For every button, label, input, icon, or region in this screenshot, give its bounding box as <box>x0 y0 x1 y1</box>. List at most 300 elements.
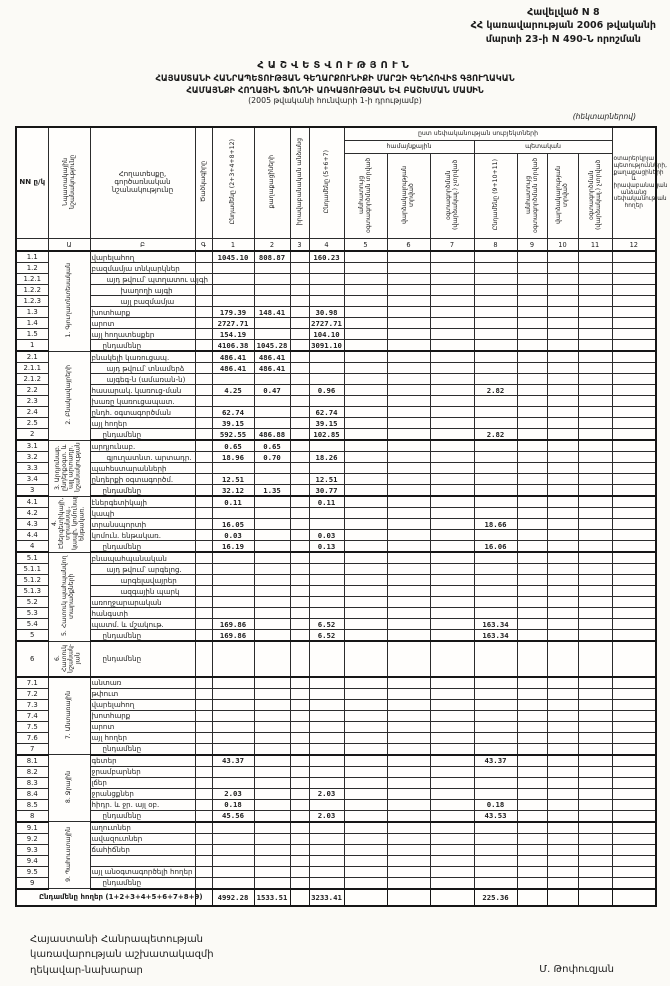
value-cell <box>254 810 290 822</box>
value-cell <box>387 363 430 374</box>
section-label <box>48 351 90 440</box>
row-number: 8.2 <box>16 766 48 777</box>
value-cell: 486.88 <box>254 429 290 441</box>
col-header-nn: NN ը/կ <box>16 127 48 239</box>
signatory-title-block <box>30 932 214 979</box>
value-cell <box>547 452 578 463</box>
land-type-label: այդ թվում՝ պտղատու այգի <box>90 274 195 285</box>
value-cell <box>430 318 474 329</box>
value-cell <box>290 564 309 575</box>
value-cell <box>612 474 656 485</box>
value-cell <box>547 641 578 677</box>
value-cell <box>474 575 517 586</box>
land-type-label: ավազուտներ <box>90 833 195 844</box>
value-cell <box>309 263 344 274</box>
value-cell <box>578 677 612 689</box>
value-cell <box>290 688 309 699</box>
value-cell <box>547 586 578 597</box>
value-cell <box>309 285 344 296</box>
value-cell <box>344 251 387 263</box>
value-cell <box>430 755 474 767</box>
value-cell <box>290 496 309 508</box>
value-cell <box>578 251 612 263</box>
value-cell <box>387 597 430 608</box>
value-cell <box>474 732 517 743</box>
value-cell: 225.36 <box>474 889 517 906</box>
section-total-row <box>16 485 656 497</box>
value-cell <box>474 374 517 385</box>
value-cell <box>290 619 309 630</box>
value-cell <box>547 307 578 318</box>
value-cell <box>195 474 212 485</box>
value-cell <box>344 329 387 340</box>
value-cell <box>290 318 309 329</box>
land-type-label: էներգետիկայի <box>90 496 195 508</box>
value-cell <box>309 296 344 307</box>
value-cell <box>254 263 290 274</box>
value-cell <box>474 822 517 834</box>
row-number: 7.3 <box>16 699 48 710</box>
value-cell <box>212 274 254 285</box>
value-cell <box>387 608 430 619</box>
value-cell: 0.18 <box>212 799 254 810</box>
value-cell <box>309 743 344 755</box>
value-cell <box>517 586 547 597</box>
value-cell <box>547 318 578 329</box>
value-cell <box>612 452 656 463</box>
signatory-name: Մ. Թոփուզյան <box>539 964 614 975</box>
value-cell <box>474 340 517 352</box>
value-cell <box>195 263 212 274</box>
value-cell <box>212 508 254 519</box>
value-cell <box>290 575 309 586</box>
land-row <box>16 564 656 575</box>
value-cell <box>254 374 290 385</box>
value-cell <box>212 877 254 889</box>
value-cell: 0.13 <box>309 541 344 553</box>
value-cell <box>195 721 212 732</box>
value-cell <box>612 766 656 777</box>
value-cell <box>344 755 387 767</box>
value-cell <box>612 844 656 855</box>
value-cell <box>517 889 547 906</box>
value-cell <box>387 474 430 485</box>
value-cell <box>474 363 517 374</box>
value-cell <box>195 788 212 799</box>
value-cell <box>344 766 387 777</box>
value-cell <box>474 552 517 564</box>
value-cell: 486.41 <box>212 363 254 374</box>
value-cell <box>517 463 547 474</box>
value-cell <box>578 641 612 677</box>
value-cell <box>517 732 547 743</box>
value-cell <box>212 833 254 844</box>
value-cell <box>290 296 309 307</box>
value-cell <box>309 597 344 608</box>
value-cell <box>430 766 474 777</box>
value-cell <box>195 329 212 340</box>
land-row <box>16 519 656 530</box>
value-cell <box>547 396 578 407</box>
land-row <box>16 363 656 374</box>
value-cell <box>309 833 344 844</box>
row-number: 3.1 <box>16 440 48 452</box>
value-cell <box>547 699 578 710</box>
land-type-label: բնակելի կառուցապ. <box>90 351 195 363</box>
value-cell <box>612 307 656 318</box>
value-cell <box>578 630 612 642</box>
value-cell <box>430 251 474 263</box>
value-cell: 104.10 <box>309 329 344 340</box>
value-cell <box>430 485 474 497</box>
value-cell <box>578 541 612 553</box>
land-row <box>16 766 656 777</box>
value-cell <box>290 766 309 777</box>
value-cell <box>517 710 547 721</box>
value-cell <box>474 608 517 619</box>
land-row <box>16 822 656 834</box>
value-cell <box>344 788 387 799</box>
value-cell <box>344 575 387 586</box>
value-cell <box>290 732 309 743</box>
value-cell <box>547 274 578 285</box>
value-cell <box>547 374 578 385</box>
value-cell: 16.05 <box>212 519 254 530</box>
value-cell <box>547 619 578 630</box>
annex-block <box>471 6 656 46</box>
value-cell <box>430 877 474 889</box>
row-number: 5.1 <box>16 552 48 564</box>
row-number: 8.5 <box>16 799 48 810</box>
section-label <box>48 677 90 755</box>
value-cell <box>578 340 612 352</box>
value-cell <box>387 866 430 877</box>
section-label <box>48 496 90 552</box>
value-cell <box>387 721 430 732</box>
value-cell <box>254 541 290 553</box>
value-cell: 18.96 <box>212 452 254 463</box>
land-row <box>16 307 656 318</box>
value-cell <box>612 519 656 530</box>
value-cell <box>517 788 547 799</box>
value-cell <box>547 541 578 553</box>
col-number: 1 <box>212 239 254 252</box>
value-cell <box>309 463 344 474</box>
value-cell <box>517 407 547 418</box>
annex-line-1: Հավելված N 8 <box>527 7 600 18</box>
value-cell <box>290 608 309 619</box>
value-cell <box>430 274 474 285</box>
value-cell <box>547 810 578 822</box>
land-type-label: բնապահպանական <box>90 552 195 564</box>
col-header-state-total-label: Ընդամենը (9+10+11) <box>491 158 499 231</box>
value-cell <box>387 710 430 721</box>
value-cell <box>517 519 547 530</box>
col-header-community-leased-label: վարձակալության տրված <box>401 165 416 224</box>
value-cell <box>195 530 212 541</box>
value-cell <box>309 866 344 877</box>
value-cell <box>612 496 656 508</box>
value-cell: 4992.28 <box>212 889 254 906</box>
value-cell <box>578 374 612 385</box>
land-row <box>16 530 656 541</box>
value-cell <box>578 274 612 285</box>
value-cell <box>547 429 578 441</box>
value-cell <box>195 844 212 855</box>
value-cell <box>430 889 474 906</box>
value-cell <box>254 597 290 608</box>
value-cell: 2.03 <box>309 810 344 822</box>
value-cell <box>517 552 547 564</box>
value-cell <box>517 822 547 834</box>
value-cell <box>254 296 290 307</box>
value-cell <box>578 519 612 530</box>
value-cell <box>612 833 656 844</box>
col-header-code <box>195 127 212 239</box>
row-number: 1.5 <box>16 329 48 340</box>
value-cell <box>612 721 656 732</box>
value-cell <box>254 396 290 407</box>
value-cell <box>309 822 344 834</box>
value-cell <box>612 732 656 743</box>
value-cell: 43.37 <box>474 755 517 767</box>
value-cell <box>254 732 290 743</box>
value-cell <box>578 810 612 822</box>
col-number: 8 <box>474 239 517 252</box>
value-cell: 2.03 <box>212 788 254 799</box>
value-cell <box>612 363 656 374</box>
land-type-label: արդյունաբ. <box>90 440 195 452</box>
value-cell <box>290 755 309 767</box>
value-cell <box>344 889 387 906</box>
value-cell <box>547 263 578 274</box>
value-cell <box>612 340 656 352</box>
value-cell <box>387 552 430 564</box>
value-cell <box>212 677 254 689</box>
value-cell: 148.41 <box>254 307 290 318</box>
col-number: 7 <box>430 239 474 252</box>
value-cell <box>344 877 387 889</box>
value-cell <box>430 822 474 834</box>
value-cell <box>290 374 309 385</box>
value-cell <box>290 307 309 318</box>
value-cell <box>195 766 212 777</box>
land-row <box>16 777 656 788</box>
value-cell <box>578 788 612 799</box>
value-cell: 4.25 <box>212 385 254 396</box>
row-number: 3.4 <box>16 474 48 485</box>
value-cell <box>195 318 212 329</box>
value-cell <box>517 564 547 575</box>
value-cell <box>387 429 430 441</box>
value-cell <box>547 385 578 396</box>
value-cell <box>387 485 430 497</box>
value-cell <box>344 641 387 677</box>
value-cell <box>212 699 254 710</box>
value-cell <box>290 877 309 889</box>
land-type-label: ընդամենը <box>90 340 195 352</box>
row-number: 1.2 <box>16 263 48 274</box>
value-cell <box>290 519 309 530</box>
value-cell <box>195 777 212 788</box>
value-cell <box>474 396 517 407</box>
value-cell <box>344 699 387 710</box>
value-cell <box>309 274 344 285</box>
value-cell: 0.96 <box>309 385 344 396</box>
value-cell <box>578 564 612 575</box>
annex-line-3: մարտի 23-ի N 490-Ն որոշման <box>485 33 641 45</box>
value-cell <box>578 418 612 429</box>
land-type-label: ընդամենը <box>90 877 195 889</box>
value-cell <box>344 855 387 866</box>
value-cell <box>195 732 212 743</box>
value-cell: 12.51 <box>212 474 254 485</box>
value-cell <box>612 597 656 608</box>
value-cell <box>517 251 547 263</box>
value-cell: 0.70 <box>254 452 290 463</box>
value-cell <box>195 688 212 699</box>
land-row <box>16 677 656 689</box>
value-cell <box>612 855 656 866</box>
land-type-label: ընդամենը <box>90 743 195 755</box>
value-cell <box>517 396 547 407</box>
value-cell <box>547 508 578 519</box>
value-cell <box>517 274 547 285</box>
value-cell <box>430 688 474 699</box>
row-number: 7.4 <box>16 710 48 721</box>
value-cell <box>195 710 212 721</box>
value-cell: 592.55 <box>212 429 254 441</box>
value-cell: 32.12 <box>212 485 254 497</box>
value-cell <box>578 363 612 374</box>
value-cell <box>254 677 290 689</box>
value-cell <box>547 732 578 743</box>
value-cell <box>517 641 547 677</box>
value-cell: 30.77 <box>309 485 344 497</box>
value-cell <box>578 877 612 889</box>
value-cell <box>344 385 387 396</box>
value-cell <box>290 699 309 710</box>
value-cell <box>195 608 212 619</box>
value-cell: 0.03 <box>212 530 254 541</box>
value-cell <box>387 822 430 834</box>
value-cell <box>387 688 430 699</box>
report-title: ՀԱՇՎԵՏՎՈՒԹՅՈՒՆ <box>257 60 413 71</box>
value-cell <box>387 519 430 530</box>
section-label <box>48 641 90 677</box>
value-cell <box>517 844 547 855</box>
value-cell <box>612 799 656 810</box>
land-type-label: այլ հողեր <box>90 418 195 429</box>
value-cell <box>387 541 430 553</box>
value-cell <box>578 329 612 340</box>
value-cell <box>344 608 387 619</box>
col-group-community: համայնքային <box>344 141 474 154</box>
col-header-landtype: Հողատեսքը, գործառնական նշանակությունը <box>90 127 195 239</box>
value-cell <box>474 530 517 541</box>
col-header-total <box>212 127 254 239</box>
value-cell <box>195 855 212 866</box>
value-cell <box>612 688 656 699</box>
value-cell <box>290 474 309 485</box>
value-cell <box>195 833 212 844</box>
value-cell <box>344 285 387 296</box>
col-header-purpose <box>48 127 90 239</box>
land-row <box>16 474 656 485</box>
section-label <box>48 822 90 889</box>
col-header-community-free-use <box>344 154 387 239</box>
land-type-label: այգեգ-ն (ամառան-ն) <box>90 374 195 385</box>
value-cell <box>547 688 578 699</box>
row-number: 3 <box>16 485 48 497</box>
value-cell <box>430 285 474 296</box>
value-cell <box>430 351 474 363</box>
value-cell <box>612 822 656 834</box>
value-cell: 18.66 <box>474 519 517 530</box>
land-type-label: խառը կառուցապատ. <box>90 396 195 407</box>
value-cell <box>612 396 656 407</box>
col-header-citizens <box>254 127 290 239</box>
value-cell <box>430 329 474 340</box>
value-cell <box>344 564 387 575</box>
value-cell <box>212 822 254 834</box>
value-cell <box>195 743 212 755</box>
value-cell <box>430 452 474 463</box>
value-cell <box>474 496 517 508</box>
value-cell <box>430 810 474 822</box>
value-cell <box>344 799 387 810</box>
value-cell <box>547 630 578 642</box>
value-cell <box>290 597 309 608</box>
value-cell <box>474 855 517 866</box>
value-cell <box>517 440 547 452</box>
row-number: 4.3 <box>16 519 48 530</box>
col-header-citizens-label: քաղաքացիների <box>268 154 276 209</box>
col-header-community-total-label: Ընդամենը (5+6+7) <box>322 149 330 214</box>
value-cell <box>309 363 344 374</box>
unit-note: (հեկտարներով) <box>572 112 636 121</box>
value-cell: 43.53 <box>474 810 517 822</box>
col-header-state-leased-label: վարձակալության տրված <box>555 165 570 224</box>
value-cell <box>195 307 212 318</box>
value-cell <box>547 340 578 352</box>
value-cell <box>517 721 547 732</box>
col-header-state-unleased-label: օգտագործման (վարձակալ.) չտրված <box>587 159 602 230</box>
value-cell <box>254 496 290 508</box>
value-cell <box>212 641 254 677</box>
value-cell <box>517 474 547 485</box>
land-type-label: կապի <box>90 508 195 519</box>
land-type-label: ընդամենը <box>90 630 195 642</box>
value-cell <box>612 285 656 296</box>
value-cell <box>195 822 212 834</box>
value-cell <box>344 496 387 508</box>
value-cell <box>212 263 254 274</box>
value-cell: 6.52 <box>309 630 344 642</box>
row-number: 1 <box>16 340 48 352</box>
value-cell <box>309 519 344 530</box>
land-row <box>16 619 656 630</box>
value-cell <box>344 363 387 374</box>
value-cell: 39.15 <box>212 418 254 429</box>
land-type-label: անտառ <box>90 677 195 689</box>
land-type-label: այդ թվում՝ արգելոց. <box>90 564 195 575</box>
value-cell <box>254 564 290 575</box>
row-number: 9.2 <box>16 833 48 844</box>
value-cell <box>212 396 254 407</box>
value-cell <box>290 855 309 866</box>
land-row <box>16 699 656 710</box>
